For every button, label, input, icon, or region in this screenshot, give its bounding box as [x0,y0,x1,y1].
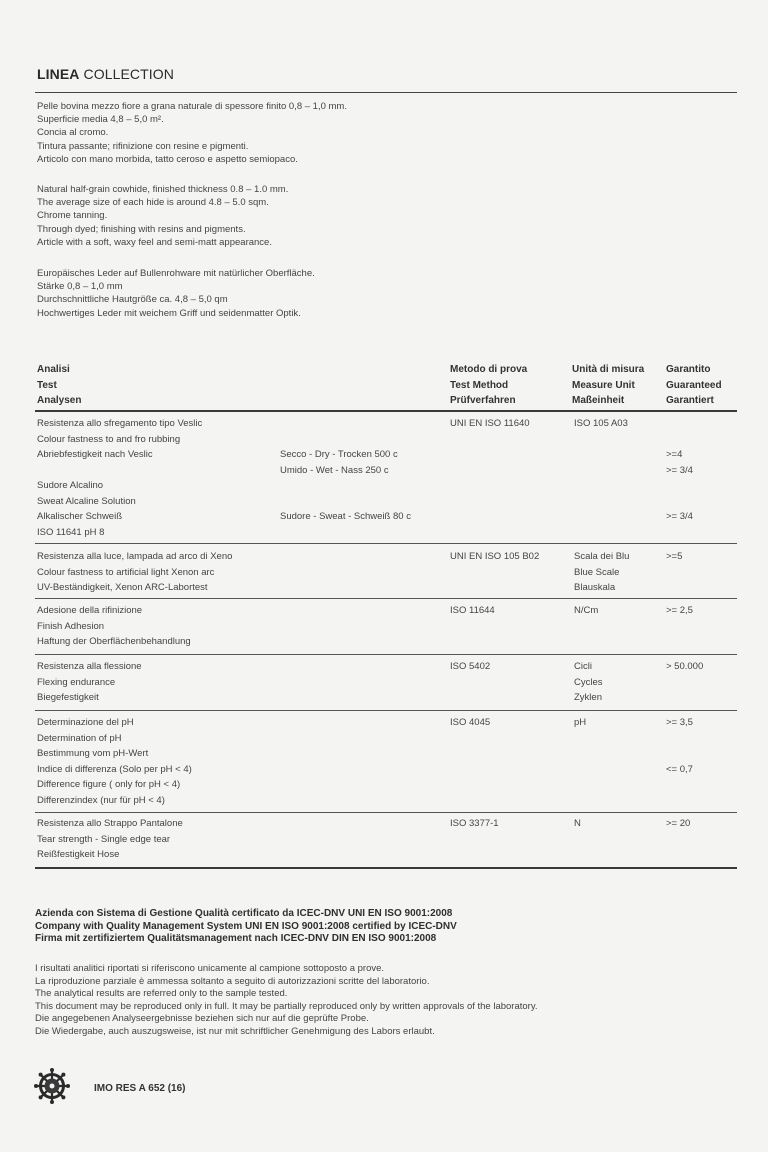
header-label: Analisi [37,364,70,375]
header-label: Analysen [37,395,82,406]
cell-line: Zyklen [574,692,602,703]
cell-line: Blue Scale [574,566,620,578]
cell-line: >= 3/4 [666,511,693,522]
header-label: Measure Unit [572,379,635,391]
cell-line: ISO 11641 pH 8 [37,526,105,538]
cell-line: Adesione della rifinizione [37,605,143,616]
cell-line [666,416,693,432]
cell-unit [574,715,586,731]
cell-analysis [37,659,142,706]
cell-line: Finish Adhesion [37,620,105,632]
header-label: Garantito [666,364,711,375]
cell-line: ISO 4045 [450,717,491,728]
header-analysis [37,362,81,409]
title-bold: LINEA [37,66,80,82]
cell-line: Difference figure ( only for pH < 4) [37,779,181,790]
desc-line: Concia al cromo. [37,127,109,139]
desc-line: Natural half-grain cowhide, finished thickness 0.8 – 1.0 mm. [37,184,289,195]
cell-line: ISO 105 A03 [574,418,628,429]
cell-condition [280,416,411,525]
cell-line: ISO 3377-1 [450,818,499,829]
header-label: Unità di misura [572,364,645,375]
cell-line: > 50.000 [666,661,704,672]
cell-line: Determinazione del pH [37,717,134,728]
cell-analysis [37,603,191,650]
ship-wheel-icon [34,1068,70,1104]
cell-line [666,432,693,448]
row-divider [35,710,737,711]
cell-line: UNI EN ISO 105 B02 [450,551,540,562]
cell-line [666,746,693,762]
cell-unit [574,549,629,596]
note-line: Die Wiedergabe, auch auszugsweise, ist nur mit schriftlicher Genehmigung des Labors erlaubt. [35,1025,435,1037]
cell-guaranteed [666,715,693,777]
certification-block [35,908,457,946]
cell-analysis [37,715,192,808]
title-rule [35,92,737,93]
cell-method [450,659,490,675]
cell-line: >= 3,5 [666,717,693,728]
cell-line: >=4 [666,449,683,460]
header-label: Guaranteed [666,379,722,391]
cell-line [666,494,693,510]
header-label: Test Method [450,379,509,391]
description-english [37,183,288,249]
cell-line: Tear strength - Single edge tear [37,833,171,845]
footer-code: IMO RES A 652 (16) [94,1083,186,1094]
cell-guaranteed [666,816,690,832]
cell-line: Scala dei Blu [574,551,630,562]
notes-block [35,963,538,1038]
cell-line: ISO 5402 [450,661,491,672]
desc-line: Hochwertiges Leder mit weichem Griff und seidenmatter Optik. [37,307,301,319]
cell-line [280,416,411,432]
cell-line: >= 3/4 [666,464,693,476]
cell-analysis [37,416,202,540]
row-divider [35,812,737,813]
cell-line: Bestimmung vom pH-Wert [37,748,149,759]
cell-line: pH [574,717,587,728]
cell-line: Resistenza allo Strappo Pantalone [37,818,183,829]
header-method [450,362,527,409]
cert-line: Firma mit zertifiziertem Qualitätsmanagement nach ICEC-DNV DIN EN ISO 9001:2008 [35,933,437,944]
cell-line: >=5 [666,551,683,562]
row-divider [35,598,737,599]
cell-line: Resistenza alla luce, lampada ad arco di Xeno [37,551,233,562]
cell-line [37,463,202,479]
header-unit [572,362,644,409]
header-guaranteed [666,362,722,409]
desc-line: Through dyed; finishing with resins and pigments. [37,223,246,235]
cell-line: Sudore Alcalino [37,480,104,491]
cell-guaranteed [666,603,693,619]
cell-line: UV-Beständigkeit, Xenon ARC-Labortest [37,582,208,593]
header-label: Prüfverfahren [450,395,516,406]
cell-line [666,478,693,494]
cell-unit [574,659,603,706]
header-label: Maßeinheit [572,395,625,406]
cell-unit [574,816,581,832]
page-title [37,66,174,82]
cell-line: Determination of pH [37,732,122,744]
cell-line: Flexing endurance [37,676,116,688]
cell-line: Indice di differenza (Solo per pH < 4) [37,763,192,775]
desc-line: Pelle bovina mezzo fiore a grana naturale di spessore finito 0,8 – 1,0 mm. [37,101,347,112]
desc-line: Superficie media 4,8 – 5,0 m². [37,114,164,126]
cell-method [450,816,499,832]
cell-line: Secco - Dry - Trocken 500 c [280,449,398,460]
cell-line: Haftung der Oberflächenbehandlung [37,636,191,647]
desc-line: Tintura passante; rifinizione con resine e pigmenti. [37,140,249,152]
cell-line: Sweat Alcaline Solution [37,495,136,507]
cell-line: Colour fastness to artificial light Xenon arc [37,566,215,578]
cell-guaranteed [666,416,693,525]
cell-line: Resistenza alla flessione [37,661,142,672]
cell-line: Alkalischer Schweiß [37,511,122,522]
cert-line: Azienda con Sistema di Gestione Qualità certificato da ICEC-DNV UNI EN ISO 9001:2008 [35,908,453,919]
header-label: Metodo di prova [450,364,528,375]
cell-line: Sudore - Sweat - Schweiß 80 c [280,511,411,522]
desc-line: Article with a soft, waxy feel and semi-matt appearance. [37,236,272,248]
header-label: Test [37,379,57,391]
header-label: Garantiert [666,395,714,406]
cell-line: Abriebfestigkeit nach Veslic [37,449,153,460]
note-line: Die angegebenen Analyseergebnisse beziehen sich nur auf die geprüfte Probe. [35,1013,369,1024]
note-line: I risultati analitici riportati si riferiscono unicamente al campione sottoposto a prove. [35,963,385,974]
cell-line: Umido - Wet - Nass 250 c [280,464,389,476]
note-line: This document may be reproduced only in full. It may be partially reproduced only by written approvals of the laboratory. [35,1000,538,1012]
table-header [35,362,737,410]
row-divider [35,654,737,655]
description-german [37,267,315,320]
note-line: The analytical results are referred only to the sample tested. [35,988,288,999]
cell-line: Biegefestigkeit [37,692,99,703]
cell-line [666,731,693,747]
row-divider [35,543,737,544]
cell-line [280,432,411,448]
cell-line: N/Cm [574,605,599,616]
cell-line: >= 2,5 [666,605,693,616]
cell-line: Cycles [574,676,603,688]
cell-method [450,549,539,565]
cell-line: Blauskala [574,582,616,593]
cell-method [450,715,490,731]
cell-analysis [37,816,183,863]
cell-guaranteed [666,659,703,675]
cert-line: Company with Quality Management System UNI EN ISO 9001:2008 certified by ICEC-DNV [35,920,457,932]
cell-line: N [574,818,581,829]
cell-analysis [37,549,232,596]
description-italian [37,100,347,166]
desc-line: Articolo con mano morbida, tatto ceroso e aspetto semiopaco. [37,153,298,165]
desc-line: Stärke 0,8 – 1,0 mm [37,281,123,293]
cell-unit [574,416,628,432]
title-rest: COLLECTION [79,66,174,82]
cell-line: Differenzindex (nur für pH < 4) [37,794,165,806]
cell-line: Colour fastness to and fro rubbing [37,433,181,445]
cell-line: >= 20 [666,818,691,829]
desc-line: Durchschnittliche Hautgröße ca. 4,8 – 5,0 qm [37,294,228,306]
desc-line: The average size of each hide is around 4.8 – 5.0 sqm. [37,197,269,209]
cell-guaranteed [666,549,682,565]
cell-line: UNI EN ISO 11640 [450,418,530,429]
cell-method [450,603,495,619]
note-line: La riproduzione parziale è ammessa soltanto a seguito di autorizzazioni scritte del laboratorio. [35,975,430,987]
cell-line: Cicli [574,661,592,672]
cell-line: Reißfestigkeit Hose [37,849,120,860]
header-rule [35,410,737,412]
desc-line: Europäisches Leder auf Bullenrohware mit natürlicher Oberfläche. [37,268,315,279]
cell-line: ISO 11644 [450,605,495,616]
cell-method [450,416,530,432]
cell-line: Resistenza allo sfregamento tipo Veslic [37,418,203,429]
cell-line [280,494,411,510]
cell-unit [574,603,598,619]
cell-line: <= 0,7 [666,763,693,775]
table-bottom-rule [35,867,737,869]
cell-line [280,478,411,494]
desc-line: Chrome tanning. [37,210,108,222]
